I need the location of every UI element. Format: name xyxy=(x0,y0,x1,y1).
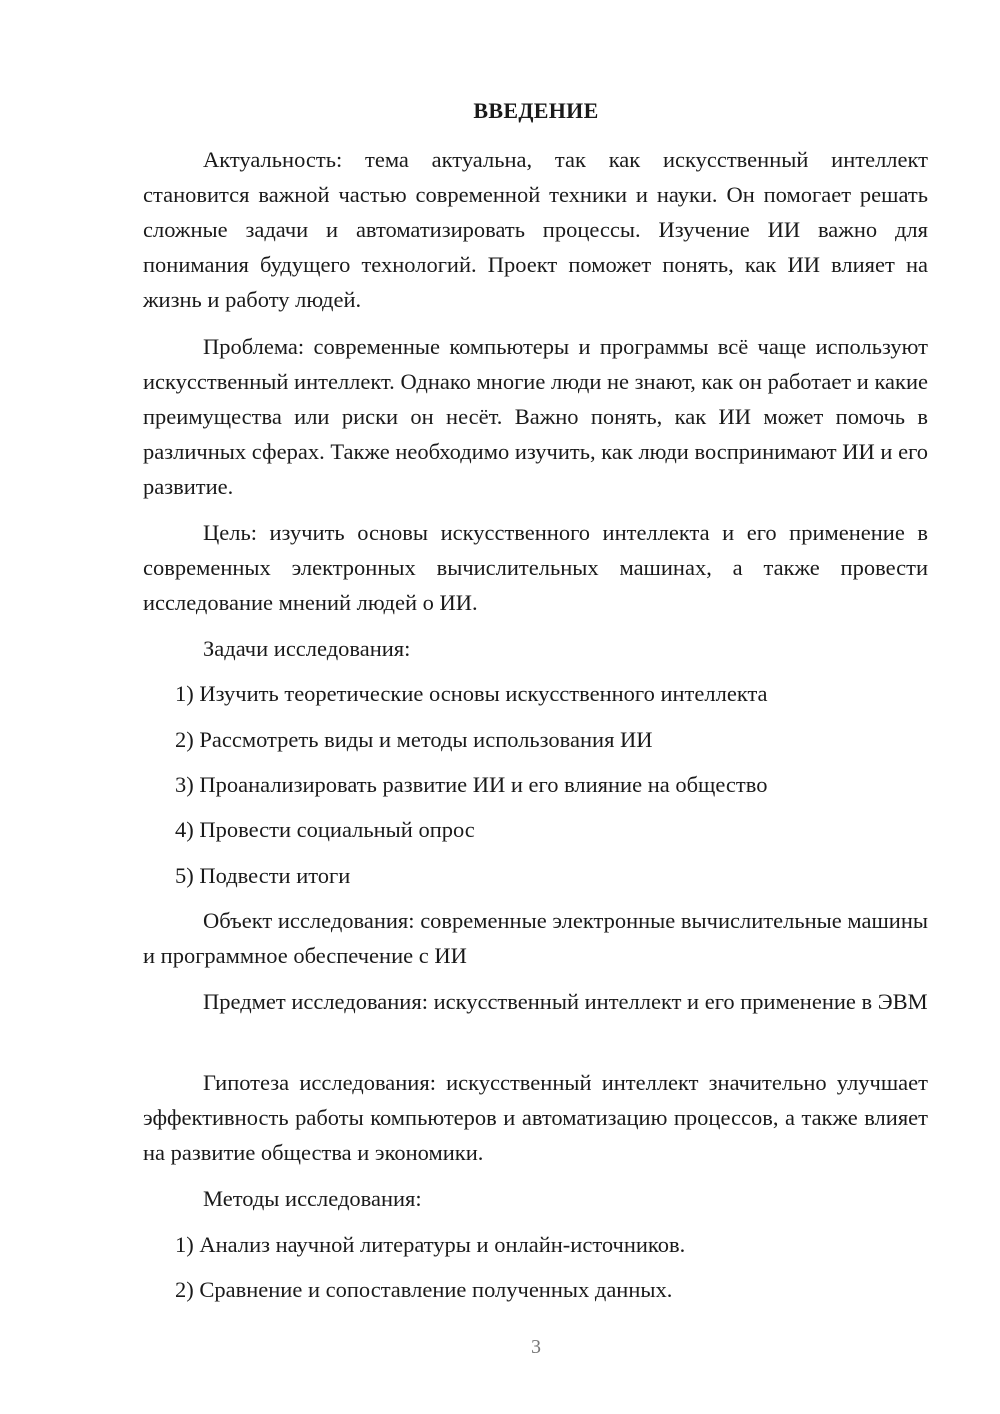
subject-paragraph: Предмет исследования: искусственный интеллект и его применение в ЭВМ xyxy=(203,989,928,1014)
section-title: ВВЕДЕНИЕ xyxy=(473,98,599,123)
hypothesis-paragraph: Гипотеза исследования: искусственный интеллект значительно улучшает эффективность работы компьютеров и автоматизацию процессов, а также влияет на развитие общества и экономики. xyxy=(143,1070,928,1165)
object-paragraph: Объект исследования: современные электронные вычислительные машины и программное обеспечение с ИИ xyxy=(143,908,928,968)
method-item-2: 2) Сравнение и сопоставление полученных данных. xyxy=(175,1277,673,1302)
relevance-paragraph: Актуальность: тема актуальна, так как искусственный интеллект становится важной частью современной техники и науки. Он помогает решать сложные задачи и автоматизировать процессы. Изучение ИИ важно для понимания будущего технологий. Проект поможет понять, как ИИ влияет на жизнь и работу людей. xyxy=(143,147,928,312)
method-item-1: 1) Анализ научной литературы и онлайн-источников. xyxy=(175,1232,686,1257)
task-item-1: 1) Изучить теоретические основы искусственного интеллекта xyxy=(175,681,768,706)
tasks-heading: Задачи исследования: xyxy=(203,636,411,661)
page-number: 3 xyxy=(531,1336,541,1358)
task-item-4: 4) Провести социальный опрос xyxy=(175,817,475,842)
goal-paragraph: Цель: изучить основы искусственного интеллекта и его применение в современных электронных вычислительных машинах, а также провести исследование мнений людей о ИИ. xyxy=(143,520,928,615)
task-item-3: 3) Проанализировать развитие ИИ и его влияние на общество xyxy=(175,772,768,797)
problem-paragraph: Проблема: современные компьютеры и программы всё чаще используют искусственный интеллект. Однако многие люди не знают, как он работает и какие преимущества или риски он несёт. Важно понять, как ИИ может помочь в различных сферах. Также необходимо изучить, как люди воспринимают ИИ и его развитие. xyxy=(143,334,928,499)
task-item-5: 5) Подвести итоги xyxy=(175,863,351,888)
task-item-2: 2) Рассмотреть виды и методы использования ИИ xyxy=(175,727,653,752)
methods-heading: Методы исследования: xyxy=(203,1186,422,1211)
